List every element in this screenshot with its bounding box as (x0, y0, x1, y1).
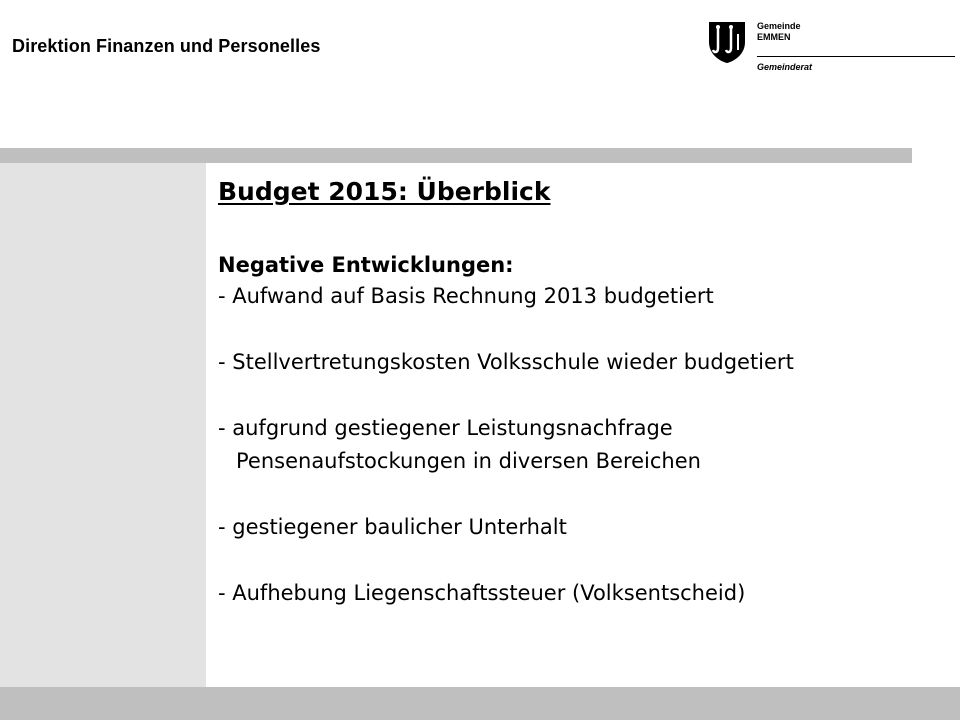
list-item: - Aufwand auf Basis Rechnung 2013 budgetiert (218, 284, 714, 308)
department-title: Direktion Finanzen und Personelles (12, 36, 321, 56)
logo-council-label: Gemeinderat (757, 62, 813, 72)
list-item: - aufgrund gestiegener Leistungsnachfrage (218, 416, 673, 440)
logo-line-emmen: EMMEN (757, 32, 791, 42)
slide-content (218, 172, 948, 610)
top-decor-band (0, 148, 912, 163)
list-item: - gestiegener baulicher Unterhalt (218, 515, 567, 539)
emmen-coat-of-arms-icon (707, 20, 747, 64)
slide-title: Budget 2015: Überblick (218, 177, 551, 206)
section-heading: Negative Entwicklungen: (218, 253, 514, 277)
list-item: - Aufhebung Liegenschaftssteuer (Volksentscheid) (218, 581, 746, 605)
bottom-decor-band (0, 687, 960, 720)
logo-municipality-name (757, 21, 801, 43)
left-decor-panel (0, 163, 206, 687)
emmen-logo (707, 18, 957, 78)
logo-divider (757, 56, 955, 57)
logo-line-gemeinde: Gemeinde (757, 21, 801, 31)
list-item: - Stellvertretungskosten Volksschule wieder budgetiert (218, 350, 794, 374)
list-item-continuation: Pensenaufstockungen in diversen Bereichen (236, 449, 701, 473)
